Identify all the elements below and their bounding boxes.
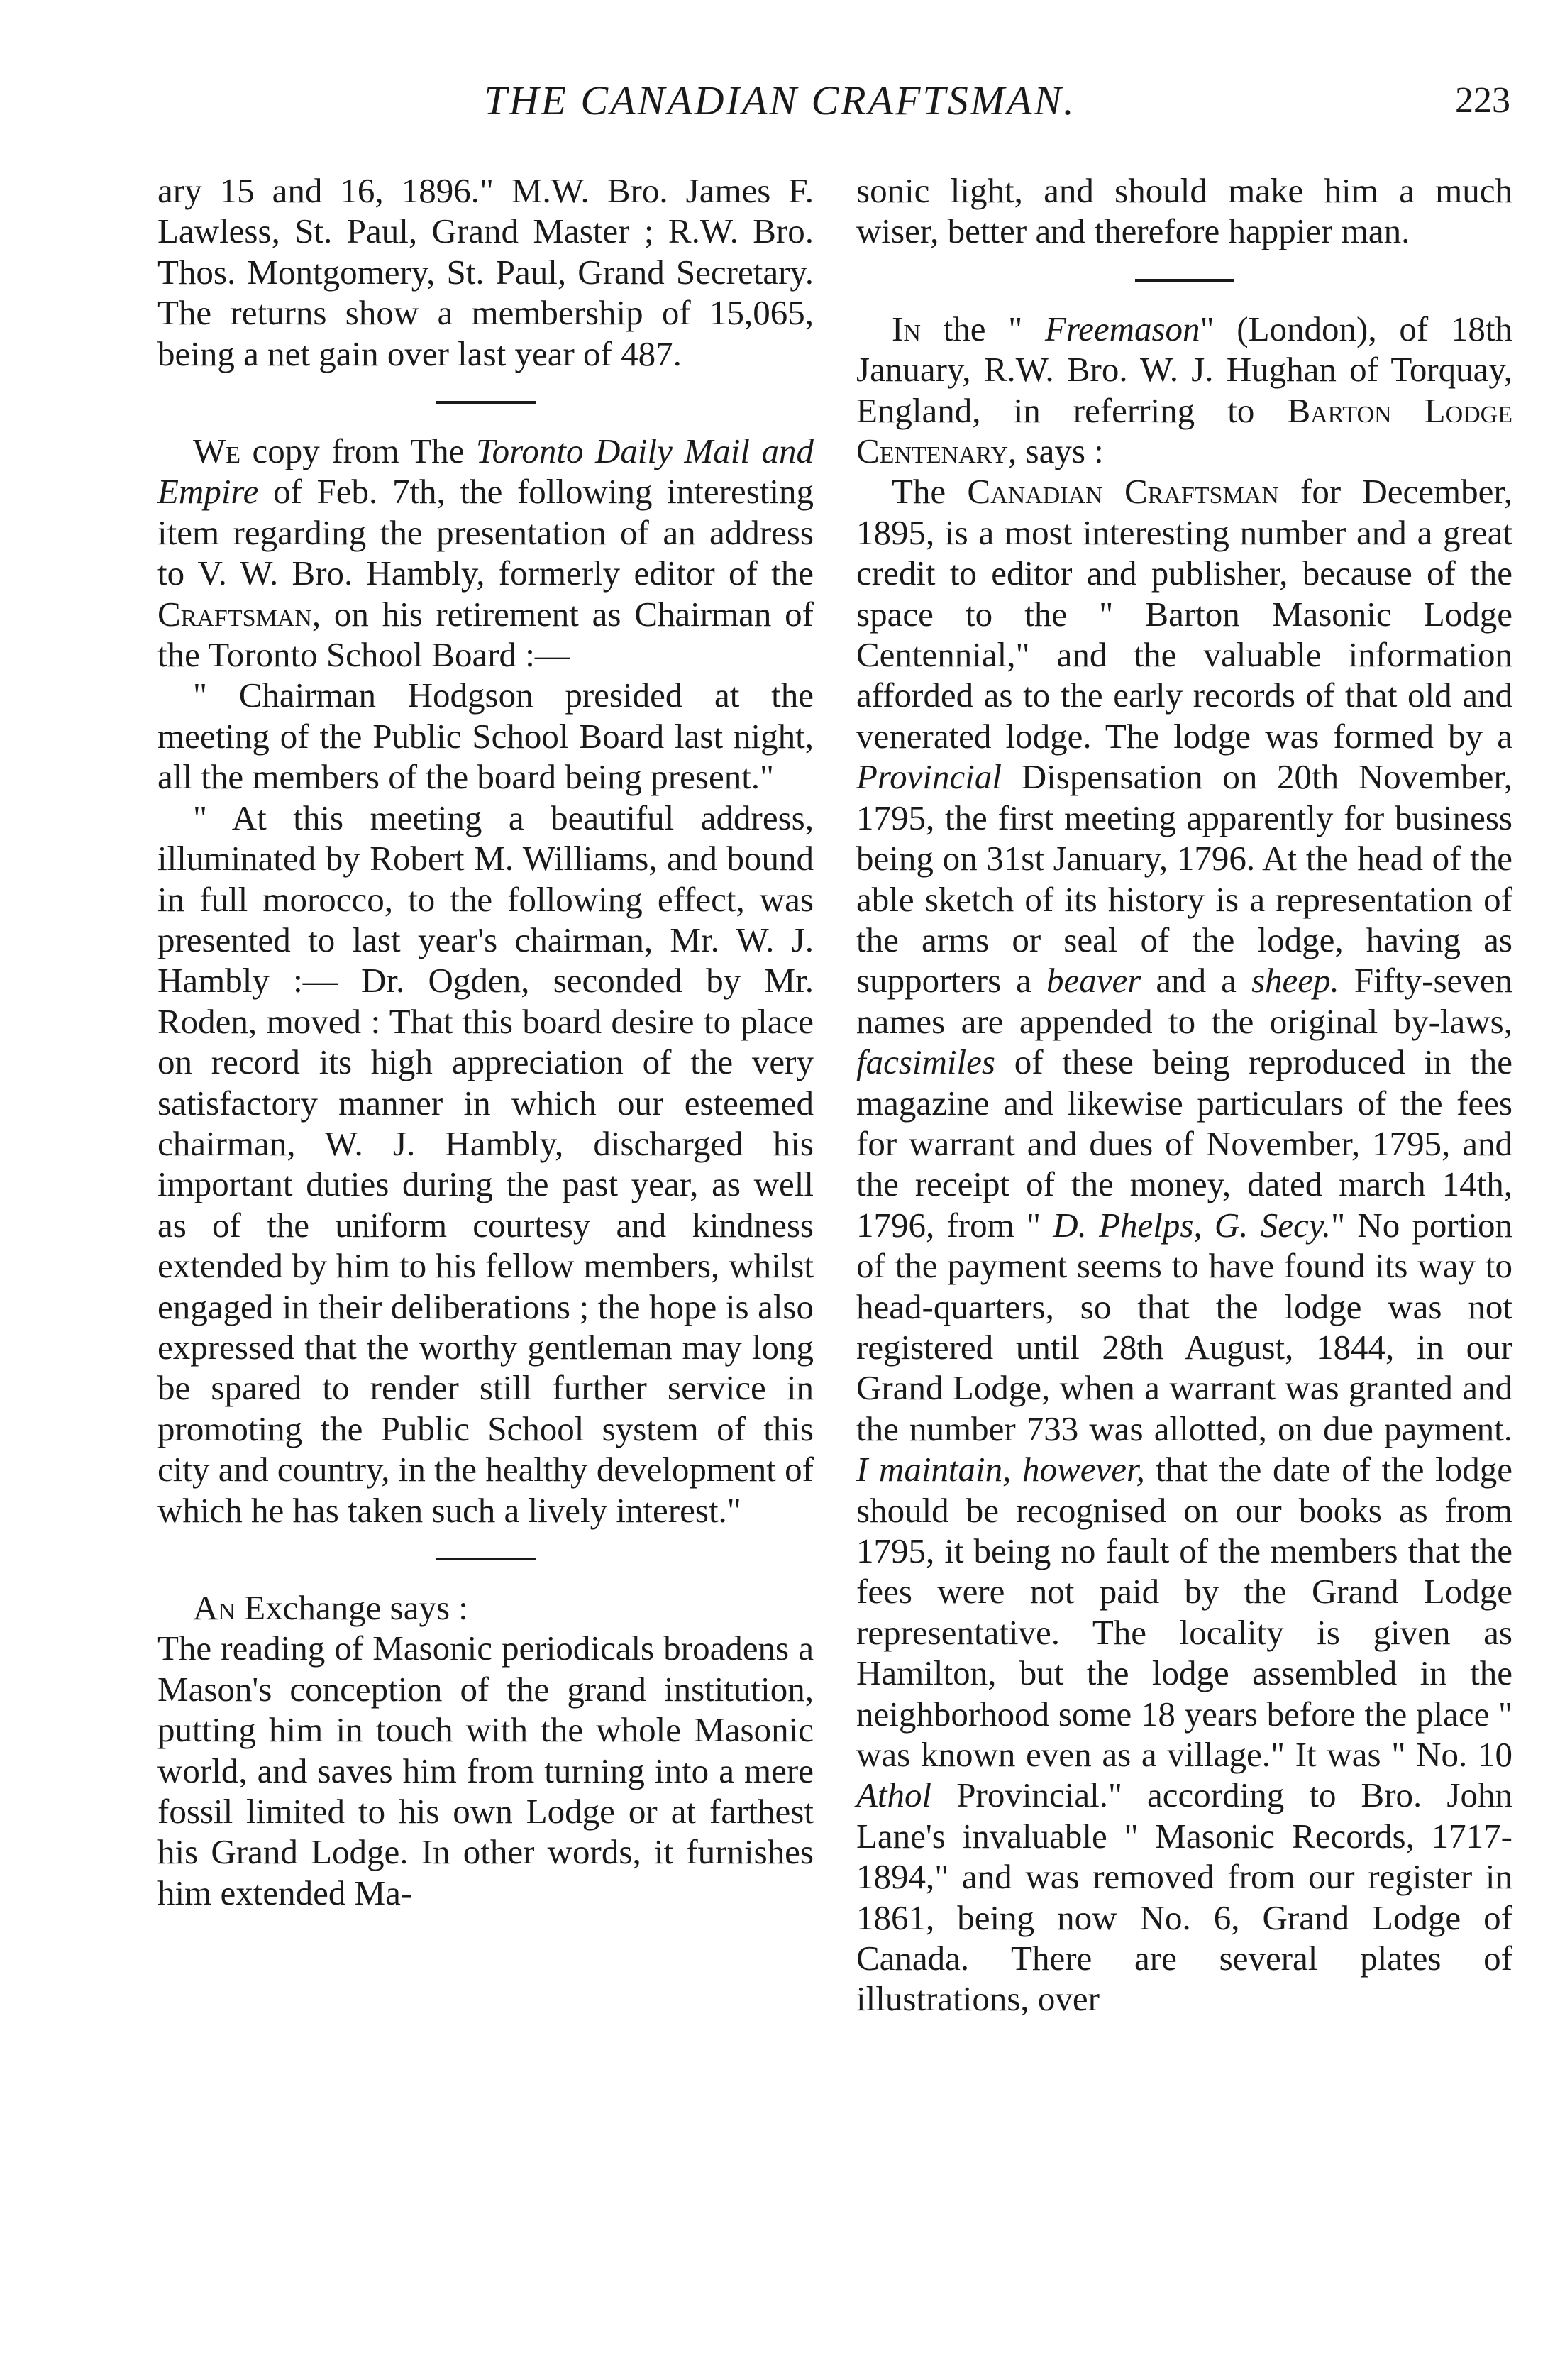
paragraph: ary 15 and 16, 1896." M.W. Bro. James F. Lawless, St. Paul, Grand Master ; R.W. Bro. Thos. Montgomery, St. Paul, Grand Secretary. The returns show a membership of 15,065, being a net gain over last year of 487. (157, 171, 814, 373)
quote-paragraph: " At this meeting a beautiful address, illuminated by Robert M. Williams, and bound in full morocco, to the following effect, was presented to last year's chairman, Mr. W. J. Hambly :— Dr. Ogden, seconded by Mr. Roden, moved : That this board desire to place on record its high appreciation of the very satisfactory manner in which our esteemed chairman, W. J. Hambly, discharged his important duties during the past year, as well as of the uniform courtesy and kindness extended by him to his fellow members, whilst engaged in their deliberations ; the hope is also expressed that the worthy gentleman may long be spared to render still further service in promoting the Public School system of this city and country, in the healthy development of which he has taken such a lively interest." (157, 798, 814, 1530)
paragraph: sonic light, and should make him a much wiser, better and therefore happier man. (856, 171, 1512, 251)
section-divider (1135, 279, 1234, 282)
paragraph: We copy from The Toronto Daily Mail and Empire of Feb. 7th, the following interesting item regarding the presentation of an address to V. W. Bro. Hambly, formerly editor of the Craftsman, on his retirement as Chairman of the Toronto School Board :— (157, 431, 814, 675)
italic-title: Toronto Daily Mail and Empire (157, 431, 814, 512)
running-header (0, 77, 1560, 133)
paragraph: The reading of Masonic periodicals broadens a Mason's conception of the grand institution, putting him in touch with the whole Masonic world, and saves him from turning into a mere fossil limited to his own Lodge or at farthest his Grand Lodge. In other words, it furnishes him extended Ma- (157, 1629, 814, 1912)
small-caps-name: Barton Lodge Centenary (856, 390, 1513, 471)
section-divider (436, 401, 536, 404)
page-number: 223 (1455, 80, 1510, 121)
right-column (856, 170, 1512, 2020)
italic-title: Freemason (1044, 309, 1200, 348)
quote-paragraph: The Canadian Craftsman for December, 1895, is a most interesting number and a great credit to editor and publisher, because of the space to the " Barton Masonic Lodge Centennial," and the valuable information afforded as to the early records of that old and venerated lodge. The lodge was formed by a Provincial Dispensation on 20th November, 1795, the first meeting apparently for business being on 31st January, 1796. At the head of the able sketch of its history is a representation of the arms or seal of the lodge, having as supporters a beaver and a sheep. Fifty-seven names are appended to the original by-laws, facsimiles of these being reproduced in the magazine and likewise particulars of the fees for warrant and dues of November, 1795, and the receipt of the money, dated march 14th, 1796, from " D. Phelps, G. Secy." No portion of the payment seems to have found its way to head-quarters, so that the lodge was not registered until 28th August, 1844, in our Grand Lodge, when a warrant was granted and the number 733 was allotted, on due payment. I maintain, however, that the date of the lodge should be recognised on our books as from 1795, it being no fault of the members that the fees were not paid by the Grand Lodge representative. The locality is given as Hamilton, but the lodge assembled in the neighborhood some 18 years before the place " was known even as a village." It was " No. 10 Athol Provincial." according to Bro. John Lane's invaluable " Masonic Records, 1717-1894," and was removed from our register in 1861, being now No. 6, Grand Lodge of Canada. There are several plates of illustrations, over (856, 472, 1513, 2019)
paragraph: An Exchange says : (193, 1588, 468, 1627)
small-caps-name: Craftsman (157, 594, 312, 634)
lead-word: We (193, 431, 241, 471)
left-column (157, 170, 814, 1913)
page-title: THE CANADIAN CRAFTSMAN. (484, 77, 1076, 123)
lead-word: In (892, 309, 921, 348)
lead-word: An (193, 1588, 236, 1627)
quote-paragraph: " Chairman Hodgson presided at the meeting of the Public School Board last night, all the members of the board being present." (157, 676, 814, 797)
small-caps-name: Canadian Craftsman (967, 472, 1279, 512)
section-divider (436, 1558, 536, 1560)
paragraph: In the " Freemason" (London), of 18th January, R.W. Bro. W. J. Hughan of Torquay, England, in referring to Barton Lodge Centenary, says : (856, 309, 1513, 471)
